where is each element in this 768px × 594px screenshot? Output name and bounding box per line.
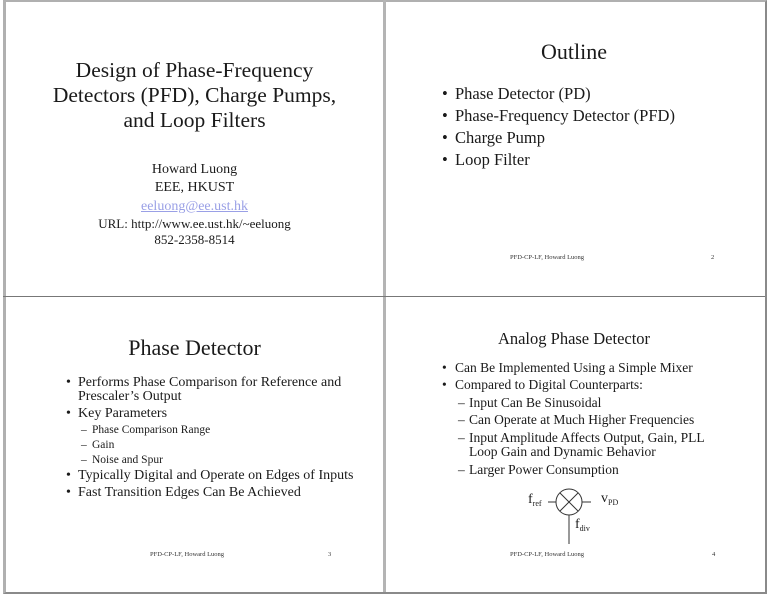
outline-item-label: Loop Filter: [455, 150, 530, 169]
author-phone: 852-2358-8514: [154, 232, 235, 247]
bullet-text: Key Parameters: [78, 406, 168, 421]
slide-footer: PFD-CP-LF, Howard Luong: [510, 551, 585, 558]
dash-icon: –: [458, 395, 465, 410]
slide-footer: PFD-CP-LF, Howard Luong: [150, 551, 225, 558]
bullet-item-continued: Prescaler’s Output: [78, 389, 182, 404]
bullet-icon: •: [66, 375, 71, 390]
bullet-text: Fast Transition Edges Can Be Achieved: [78, 485, 301, 500]
f-div-label: $f_{div}$: [575, 517, 590, 533]
outline-item-label: Charge Pump: [455, 128, 545, 147]
slide-1: [6, 2, 383, 296]
dash-icon: –: [458, 462, 465, 477]
f-ref-label: $f_{ref}$: [528, 492, 542, 508]
title-line-1: Design of Phase-Frequency: [75, 58, 314, 82]
slide-footer: PFD-CP-LF, Howard Luong: [510, 254, 585, 261]
bullet-icon: •: [442, 106, 448, 125]
slide-title: Phase Detector: [128, 335, 261, 360]
author-email-row: [6, 198, 383, 216]
page-number: 3: [328, 551, 332, 558]
bullet-text: Compared to Digital Counterparts:: [455, 377, 643, 392]
page-number: 4: [712, 551, 716, 558]
sub-bullet-text: Larger Power Consumption: [469, 462, 619, 477]
slide-title: Outline: [541, 39, 607, 64]
slide-3: [6, 297, 383, 591]
title-line-3: and Loop Filters: [123, 108, 266, 132]
slide-4: [386, 297, 762, 591]
bullet-text: Can Be Implemented Using a Simple Mixer: [455, 360, 693, 375]
bullet-icon: •: [66, 485, 71, 500]
page-number: 2: [711, 254, 715, 261]
bullet-icon: •: [442, 150, 448, 169]
author-email-link[interactable]: eeluong@ee.ust.hk: [141, 199, 248, 214]
slide-2: [386, 2, 762, 296]
sub-bullet-text: Noise and Spur: [92, 454, 163, 466]
bullet-text: Performs Phase Comparison for Reference and: [78, 375, 342, 390]
dash-icon: –: [81, 454, 87, 466]
dash-icon: –: [458, 412, 465, 427]
bullet-icon: •: [442, 377, 447, 392]
dash-icon: –: [81, 424, 87, 436]
author-name: Howard Luong: [151, 162, 238, 177]
sub-bullet-text: Input Amplitude Affects Output, Gain, PLL: [469, 430, 705, 445]
sub-bullet-item-continued: Loop Gain and Dynamic Behavior: [469, 444, 656, 459]
bullet-icon: •: [66, 468, 71, 483]
mixer-symbol-icon: [386, 297, 762, 591]
dash-icon: –: [81, 439, 87, 451]
bullet-icon: •: [442, 360, 447, 375]
author-url: URL: http://www.ee.ust.hk/~eeluong: [98, 216, 291, 231]
outline-item-label: Phase Detector (PD): [455, 84, 591, 103]
v-pd-label: $v_{PD}$: [601, 491, 619, 507]
slide-title: Analog Phase Detector: [497, 329, 651, 348]
bullet-icon: •: [66, 406, 71, 421]
sub-bullet-text: Input Can Be Sinusoidal: [469, 395, 602, 410]
title-line-2: Detectors (PFD), Charge Pumps,: [52, 83, 337, 107]
bullet-text: Typically Digital and Operate on Edges of Inputs: [78, 468, 354, 483]
author-affiliation: EEE, HKUST: [154, 180, 235, 195]
sub-bullet-text: Phase Comparison Range: [92, 424, 211, 436]
bullet-icon: •: [442, 128, 448, 147]
outline-item-label: Phase-Frequency Detector (PFD): [455, 106, 675, 125]
sub-bullet-text: Can Operate at Much Higher Frequencies: [469, 412, 695, 427]
dash-icon: –: [458, 430, 465, 445]
bullet-icon: •: [442, 84, 448, 103]
sub-bullet-text: Gain: [92, 439, 115, 451]
